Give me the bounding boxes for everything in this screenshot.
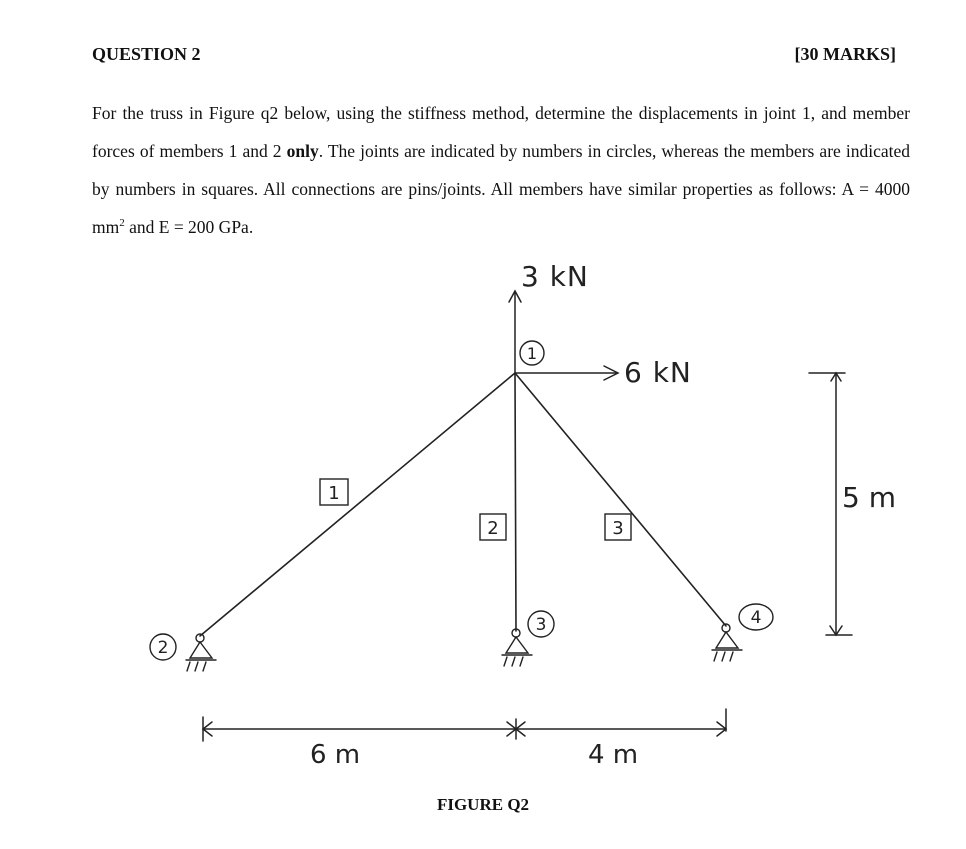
pin-support-joint-4: [712, 624, 742, 661]
member-1-label: 1: [328, 483, 340, 504]
area-unit-superscript: 2: [119, 217, 125, 230]
joint-1-marker: [520, 341, 544, 365]
question-text-part-3: and E = 200 GPa.: [124, 217, 254, 237]
member-3-label: 3: [612, 518, 624, 539]
member-1-line: [200, 373, 515, 636]
joint-4-marker: [739, 604, 773, 630]
joint-1-label: 1: [526, 344, 538, 363]
member-2-marker: [480, 514, 506, 540]
joint-3-label: 3: [535, 615, 547, 635]
question-title: QUESTION 2: [92, 44, 201, 64]
question-text-part-2: . The joints are indicated by numbers in circles, whereas the members are indicated by numbers in squares. All connections are pins/joints. All members have similar properties as follows: A = 4000 mm: [92, 141, 910, 237]
figure-caption: FIGURE Q2: [436, 795, 530, 814]
span-dimensions: [203, 709, 726, 741]
member-3-line: [515, 373, 726, 626]
joint-2-marker: [150, 634, 176, 660]
joint-4-label: 4: [750, 608, 762, 628]
question-text-emphasis: only: [286, 141, 319, 161]
horizontal-load-arrow: [515, 366, 618, 380]
joint-2-label: 2: [157, 638, 169, 658]
right-span-label: 4 m: [588, 740, 639, 770]
member-3-marker: [605, 514, 631, 540]
question-text-part-1: For the truss in Figure q2 below, using the stiffness method, determine the displacements in joint 1, and member forces of members 1 and 2: [92, 103, 910, 161]
height-dimension-label: 5 m: [842, 481, 896, 514]
question-marks: [30 MARKS]: [794, 44, 896, 64]
vertical-load-label: 3 kN: [521, 260, 589, 293]
member-2-label: 2: [487, 518, 499, 539]
vertical-load-arrow: [509, 291, 521, 373]
pin-support-joint-3: [502, 629, 532, 666]
horizontal-load-label: 6 kN: [624, 356, 692, 389]
pin-support-joint-2: [186, 634, 216, 671]
joint-3-marker: [528, 611, 554, 637]
left-span-label: 6 m: [310, 740, 361, 770]
member-2-line: [515, 373, 516, 631]
member-1-marker: [320, 479, 348, 505]
